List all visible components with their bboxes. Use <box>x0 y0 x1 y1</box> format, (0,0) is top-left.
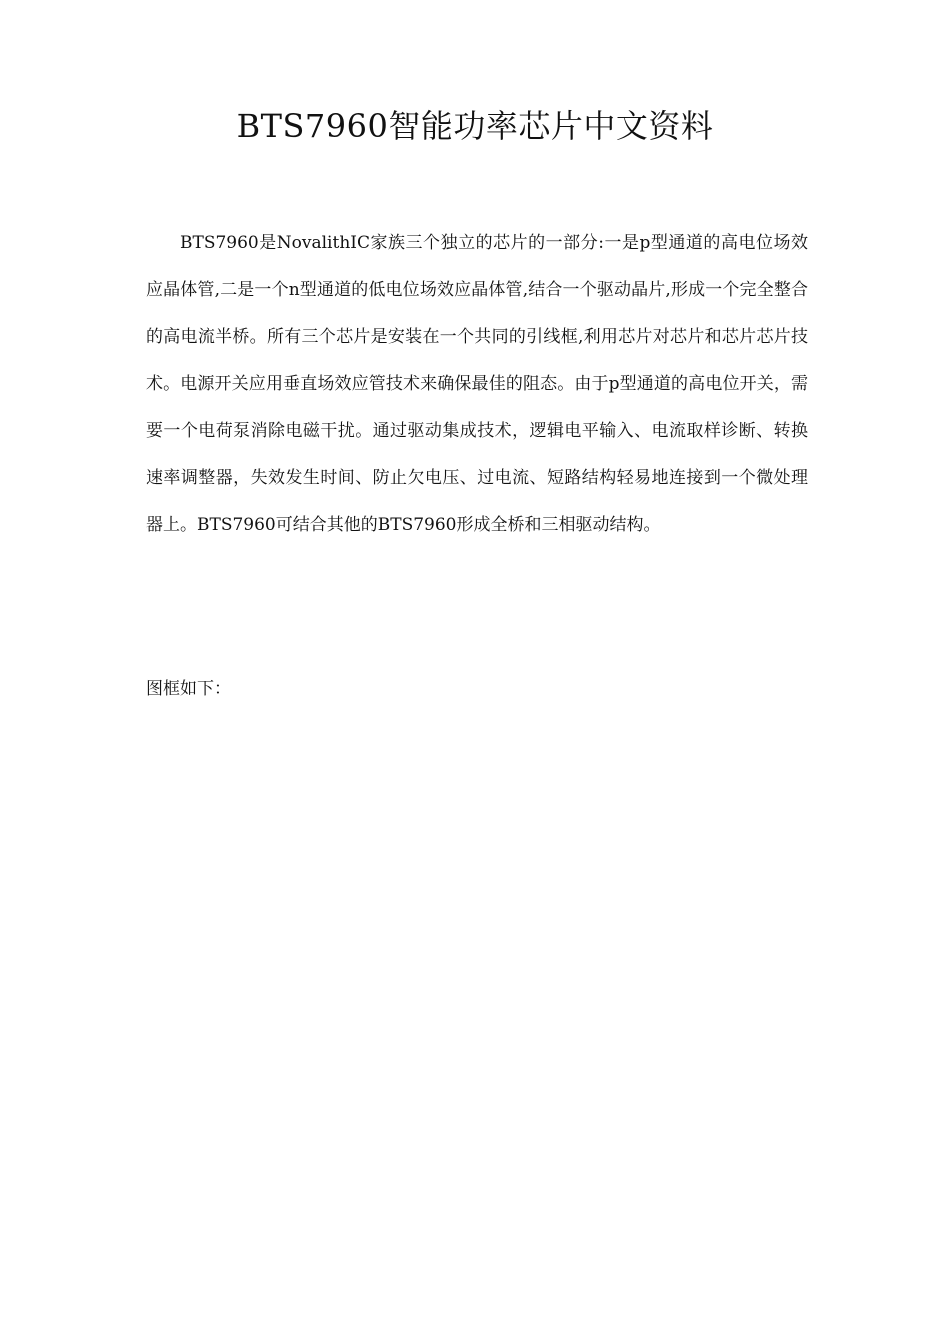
body-paragraph: BTS7960是NovalithIC家族三个独立的芯片的一部分:一是p型通道的高电位场效应晶体管,二是一个n型通道的低电位场效应晶体管,结合一个驱动晶片,形成一个完全整合的高电流半桥。所有三个芯片是安装在一个共同的引线框,利用芯片对芯片和芯片芯片技术。电源开关应用垂直场效应管技术来确保最佳的阻态。由于p型通道的高电位开关，需要一个电荷泵消除电磁干扰。通过驱动集成技术，逻辑电平输入、电流取样诊断、转换速率调整器，失效发生时间、防止欠电压、过电流、短路结构轻易地连接到一个微处理器上。BTS7960可结合其他的BTS7960形成全桥和三相驱动结构。 <box>146 233 808 535</box>
figure-caption: 图框如下： <box>146 679 231 699</box>
page-title: BTS7960智能功率芯片中文资料 <box>236 107 714 145</box>
